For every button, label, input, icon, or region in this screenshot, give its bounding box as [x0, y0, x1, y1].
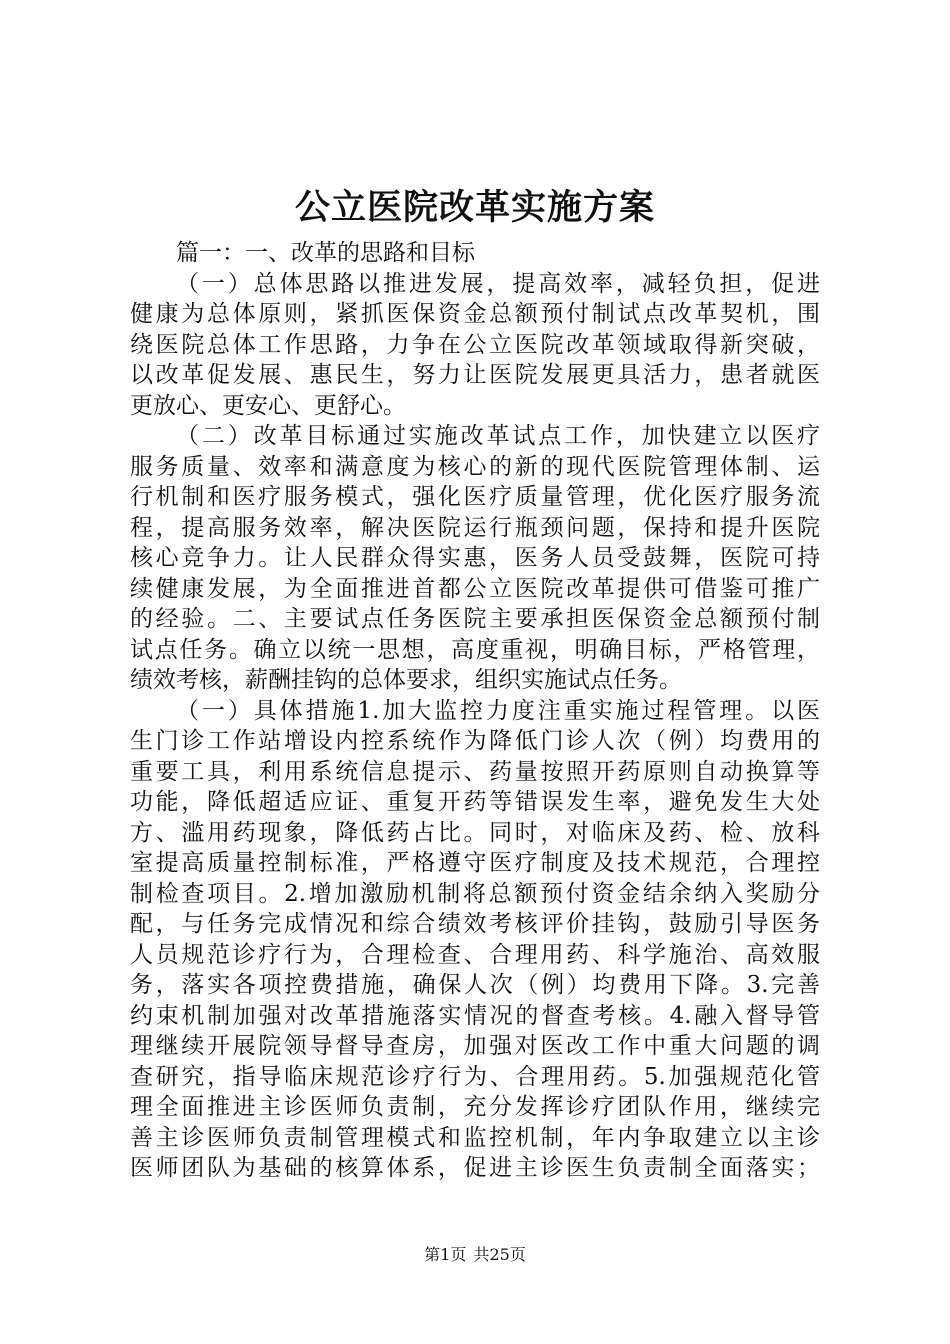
text-line: 善主诊医师负责制管理模式和监控机制，年内争取建立以主诊 [130, 1124, 820, 1151]
text-line: 查研究，指导临床规范诊疗行为、合理用药。5.加强规范化管 [130, 1063, 820, 1090]
text-line: 约束机制加强对改革措施落实情况的督查考核。4.融入督导管 [130, 1002, 820, 1029]
text-line: 生门诊工作站增设内控系统作为降低门诊人次（例）均费用的 [130, 728, 820, 754]
text-line: 理继续开展院领导督导查房，加强对医改工作中重大问题的调 [130, 1033, 820, 1059]
text-line: 人员规范诊疗行为，合理检查、合理用药、科学施治、高效服 [130, 941, 820, 968]
text-line: 功能，降低超适应证、重复开药等错误发生率，避免发生大处 [130, 789, 820, 815]
text-line: 制检查项目。2.增加激励机制将总额预付资金结余纳入奖励分 [130, 880, 820, 907]
text-line: （二）改革目标通过实施改革试点工作，加快建立以医疗 [176, 423, 820, 449]
text-line: 行机制和医疗服务模式，强化医疗质量管理，优化医疗服务流 [130, 484, 820, 510]
text-line: 核心竞争力。让人民群众得实惠，医务人员受鼓舞，医院可持 [130, 545, 820, 571]
page-footer [0, 1244, 950, 1266]
text-line: 服务质量、效率和满意度为核心的新的现代医院管理体制、运 [130, 453, 820, 480]
text-line: 配，与任务完成情况和综合绩效考核评价挂钩，鼓励引导医务 [130, 911, 820, 937]
document-title: 公立医院改革实施方案 [294, 187, 655, 228]
page-number: 第1页 [424, 1245, 467, 1264]
text-line: 医师团队为基础的核算体系，促进主诊医生负责制全面落实； [130, 1155, 820, 1181]
text-line: 绕医院总体工作思路，力争在公立医院改革领域取得新突破， [130, 331, 820, 358]
text-line: 程，提高服务效率，解决医院运行瓶颈问题，保持和提升医院 [130, 514, 820, 541]
document-body [130, 238, 820, 1184]
text-line: 健康为总体原则，紧抓医保资金总额预付制试点改革契机，围 [130, 301, 820, 327]
text-line: 室提高质量控制标准，严格遵守医疗制度及技术规范，合理控 [130, 850, 820, 876]
text-line: 续健康发展，为全面推进首都公立医院改革提供可借鉴可推广 [130, 575, 820, 602]
text-line: 方、滥用药现象，降低药占比。同时，对临床及药、检、放科 [130, 819, 820, 846]
text-line: 绩效考核，薪酬挂钩的总体要求，组织实施试点任务。 [130, 667, 682, 693]
text-line: （一）具体措施1.加大监控力度注重实施过程管理。以医 [176, 697, 820, 724]
text-line: 篇一：一、改革的思路和目标 [176, 240, 475, 266]
text-line: 更放心、更安心、更舒心。 [130, 392, 406, 419]
text-line: 务，落实各项控费措施，确保人次（例）均费用下降。3.完善 [130, 972, 820, 998]
text-line: 的经验。二、主要试点任务医院主要承担医保资金总额预付制 [130, 606, 820, 632]
text-line: 理全面推进主诊医师负责制，充分发挥诊疗团队作用，继续完 [130, 1094, 820, 1120]
text-line: （一）总体思路以推进发展，提高效率，减轻负担，促进 [176, 270, 820, 297]
text-line: 试点任务。确立以统一思想，高度重视，明确目标，严格管理， [130, 636, 820, 663]
page-total: 共25页 [473, 1245, 526, 1264]
text-line: 以改革促发展、惠民生，努力让医院发展更具活力，患者就医 [130, 362, 820, 388]
text-line: 重要工具，利用系统信息提示、药量按照开药原则自动换算等 [130, 758, 820, 785]
